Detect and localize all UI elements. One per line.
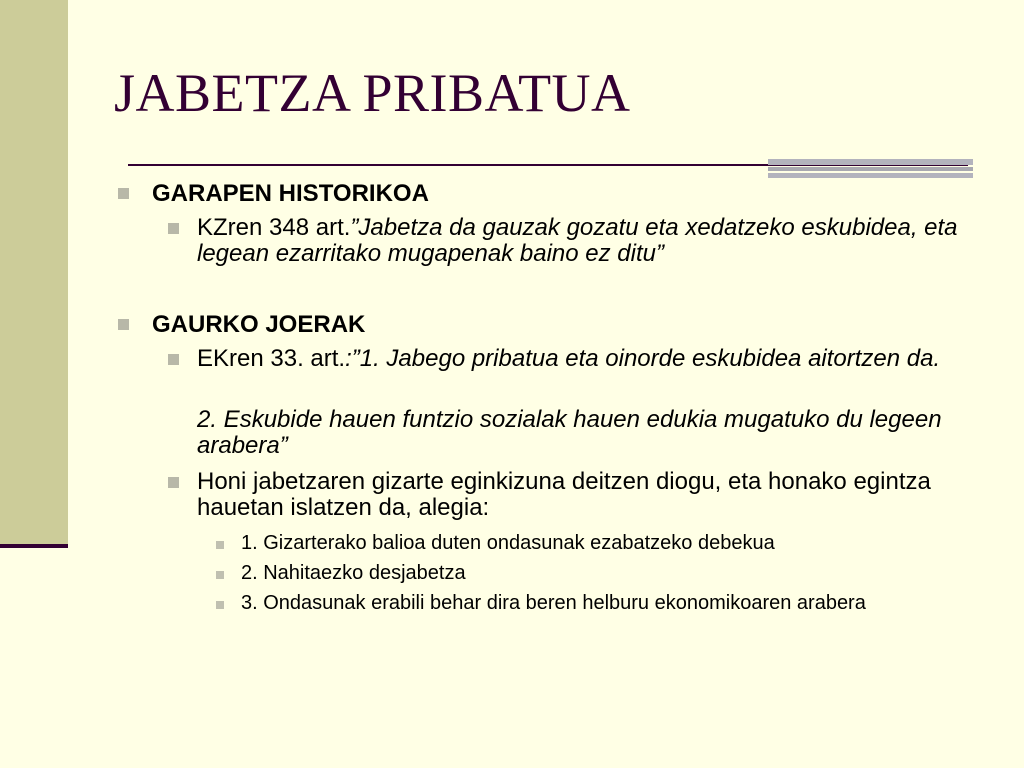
bullet-continuation: 2. Eskubide hauen funtzio sozialak hauen edukia mugatuko du legeen arabera” <box>197 406 942 459</box>
square-bullet-icon <box>216 541 224 549</box>
bullet-text: Honi jabetzaren gizarte eginkizuna deitzen diogu, eta honako egintza hauetan islatzen da, alegia: <box>197 468 931 521</box>
square-bullet-icon <box>216 601 224 609</box>
bullet-text <box>197 346 967 372</box>
bullet-text <box>197 215 967 267</box>
square-bullet-icon <box>168 223 179 234</box>
square-bullet-icon <box>216 571 224 579</box>
sub-bullet-text: 1. Gizarterako balioa duten ondasunak ezabatzeko debekua <box>241 532 775 554</box>
square-bullet-icon <box>168 354 179 365</box>
section-heading: GAURKO JOERAK <box>152 311 366 338</box>
sub-bullet-text: 3. Ondasunak erabili behar dira beren helburu ekonomikoaren arabera <box>241 592 866 614</box>
square-bullet-icon <box>118 319 129 330</box>
article-ref: KZren 348 art. <box>197 214 351 241</box>
sub-bullet-text: 2. Nahitaezko desjabetza <box>241 562 466 584</box>
square-bullet-icon <box>118 188 129 199</box>
article-quote: ”Jabetza da gauzak gozatu eta xedatzeko eskubidea, eta legean ezarritako mugapenak baino ez ditu” <box>197 214 958 267</box>
article-ref: EKren 33. art. <box>197 345 346 372</box>
slide-title: JABETZA PRIBATUA <box>114 63 631 123</box>
article-quote: :”1. Jabego pribatua eta oinorde eskubidea aitortzen da. <box>345 345 941 372</box>
section-heading: GARAPEN HISTORIKOA <box>152 180 429 207</box>
square-bullet-icon <box>168 477 179 488</box>
